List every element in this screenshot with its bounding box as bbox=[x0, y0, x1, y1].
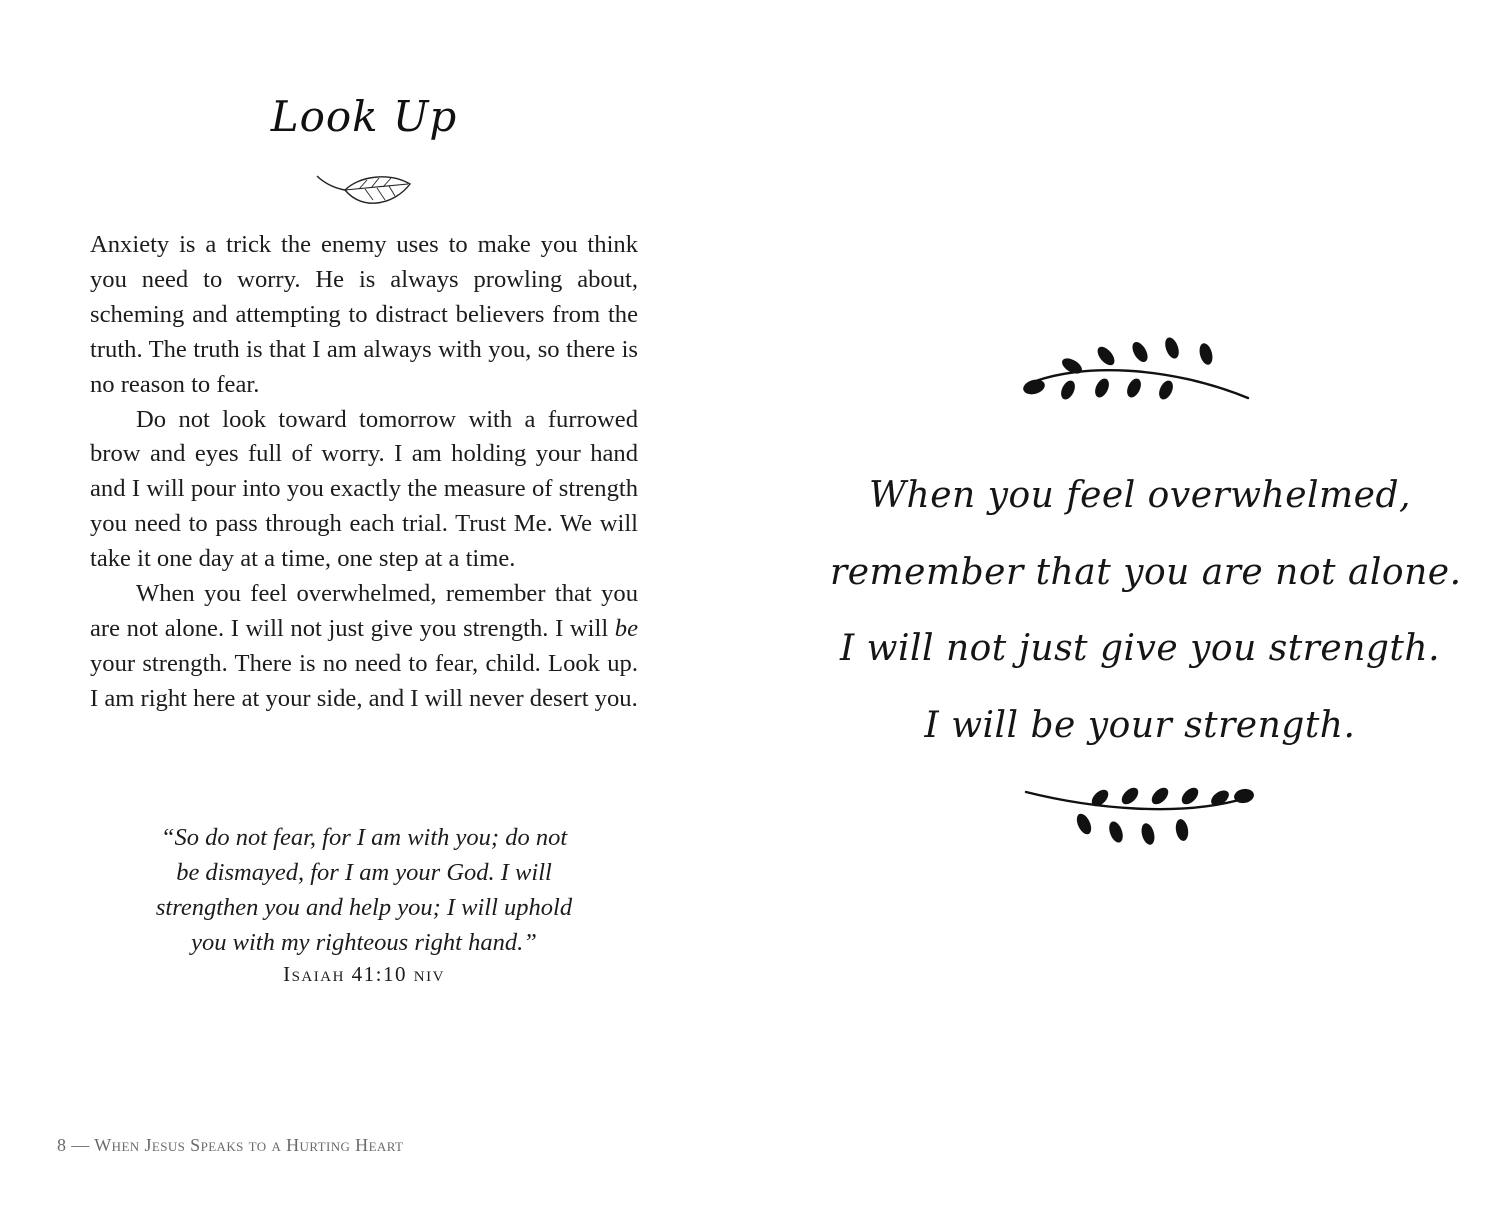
pull-quote bbox=[830, 458, 1462, 764]
quote-line: When you feel overwhelmed, bbox=[869, 475, 1411, 516]
leaf-icon bbox=[315, 170, 413, 214]
sprig-icon bbox=[1020, 782, 1254, 854]
quote-line: I will not just give you strength. bbox=[839, 628, 1441, 669]
quote-line: I will be your strength. bbox=[924, 704, 1356, 746]
paragraph-3-part-1: When you feel overwhelmed, remember that you are not alone. I will not just give you strength. I will bbox=[90, 580, 638, 642]
body-text bbox=[90, 228, 638, 717]
right-page bbox=[750, 0, 1500, 1209]
paragraph-1: Anxiety is a trick the enemy uses to make you think you need to worry. He is always prowling about, scheming and attempting to distract believers from the truth. The truth is that I am always with you, so there is no reason to fear. bbox=[90, 231, 638, 398]
verse-reference: Isaiah 41:10 niv bbox=[283, 962, 445, 986]
verse-line: strengthen you and help you; I will uphold bbox=[155, 894, 573, 921]
verse-line: you with my righteous right hand.” bbox=[191, 929, 537, 956]
page-footer: 8 — When Jesus Speaks to a Hurting Heart bbox=[57, 1135, 404, 1155]
emphasis-text: be bbox=[614, 614, 638, 642]
chapter-title: Look Up bbox=[270, 92, 458, 141]
verse-line: “So do not fear, for I am with you; do not bbox=[160, 824, 568, 851]
quote-line: remember that you are not alone. bbox=[830, 551, 1462, 593]
paragraph-2: Do not look toward tomorrow with a furrowed brow and eyes full of worry. I am holding your hand and I will pour into you exactly the measure of strength you need to pass through each trial. Trust Me. We will take it one day at a time, one step at a time. bbox=[90, 405, 638, 573]
scripture-verse bbox=[120, 820, 608, 960]
sprig-icon bbox=[1020, 332, 1254, 404]
verse-line: be dismayed, for I am your God. I will bbox=[176, 859, 552, 886]
paragraph-3-part-2: your strength. There is no need to fear, child. Look up. I am right here at your side, and I will never desert you. bbox=[90, 649, 638, 712]
paragraph-3 bbox=[90, 577, 638, 717]
